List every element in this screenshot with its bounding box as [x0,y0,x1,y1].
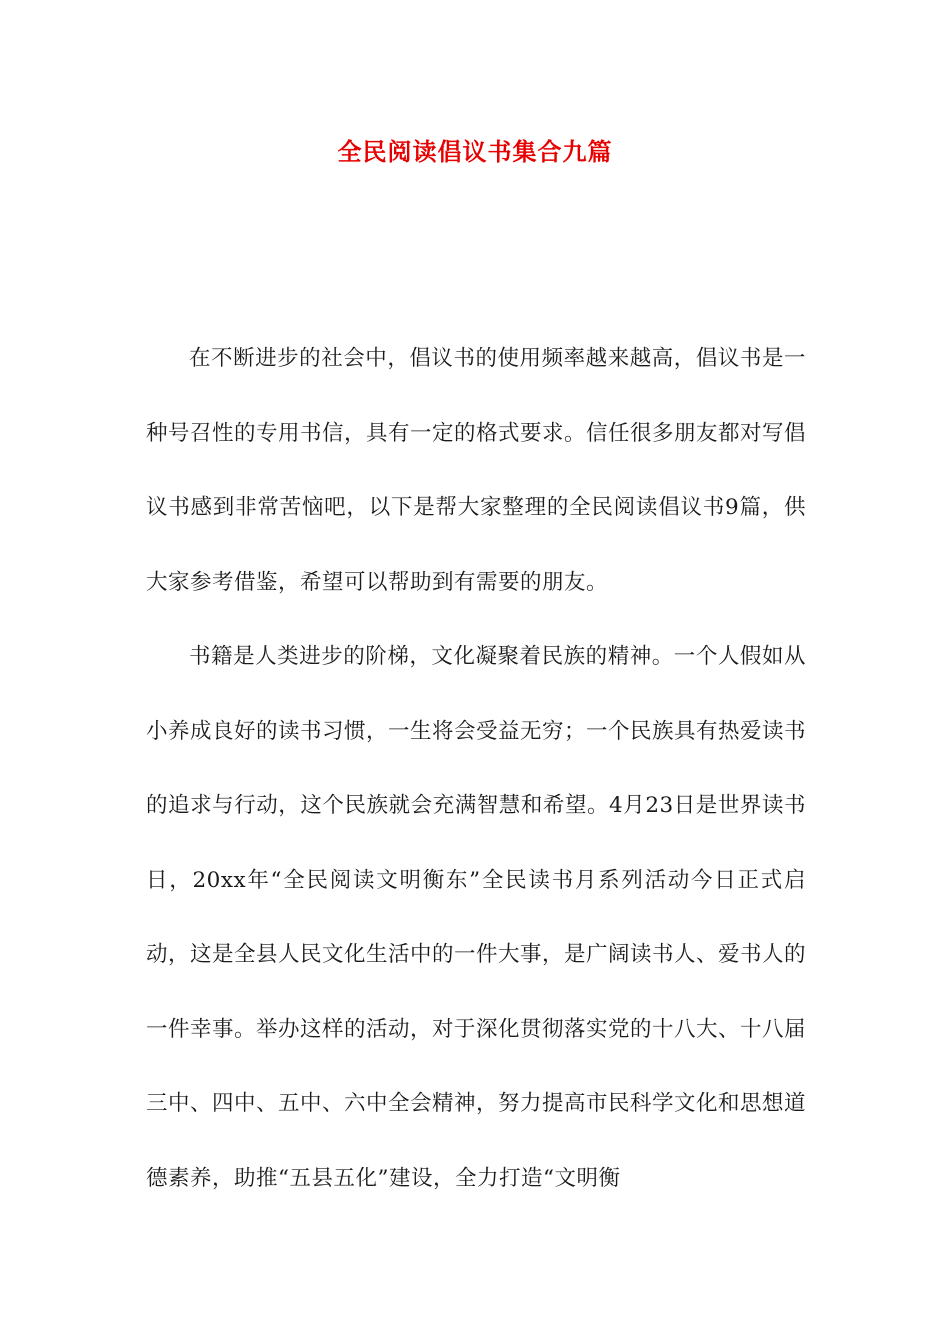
paragraph-intro: 在不断进步的社会中，倡议书的使用频率越来越高，倡议书是一种号召性的专用书信，具有一定的格式要求。信任很多朋友都对写倡议书感到非常苦恼吧，以下是帮大家整理的全民阅读倡议书9篇，供大家参考借鉴，希望可以帮助到有需要的朋友。 [146,346,807,595]
paragraph-main: 书籍是人类进步的阶梯，文化凝聚着民族的精神。一个人假如从小养成良好的读书习惯，一生将会受益无穷；一个民族具有热爱读书的追求与行动，这个民族就会充满智慧和希望。4月23日是世界读书日，20xx年“全民阅读文明衡东”全民读书月系列活动今日正式启动，这是全县人民文化生活中的一件大事，是广阔读书人、爱书人的一件幸事。举办这样的活动，对于深化贯彻落实党的十八大、十八届三中、四中、五中、六中全会精神，努力提高市民科学文化和思想道德素养，助推“五县五化”建设，全力打造“文明衡 [146,644,807,1191]
document-body [146,322,806,1216]
document-title: 全民阅读倡议书集合九篇 [337,138,613,166]
